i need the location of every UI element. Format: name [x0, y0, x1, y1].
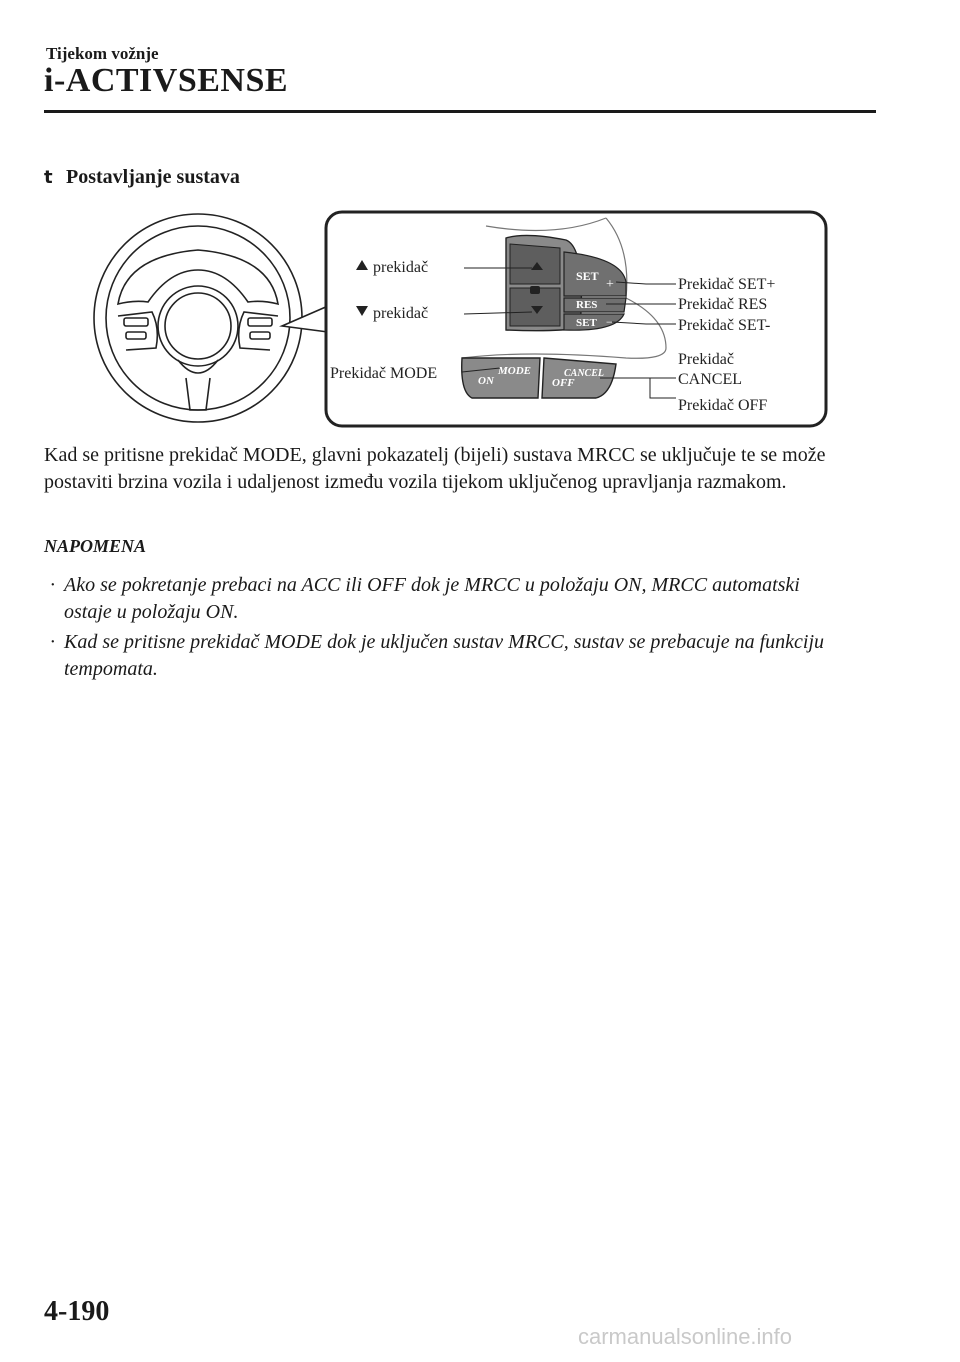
up-switch-label: prekidač — [373, 259, 429, 276]
down-switch-label: prekidač — [373, 305, 429, 322]
watermark: carmanualsonline.info — [578, 1324, 793, 1349]
cancel-label-line1: Prekidač — [678, 351, 734, 368]
mode-on-button — [462, 358, 540, 398]
header-rule — [44, 110, 876, 113]
set-plus-label: Prekidač SET+ — [678, 276, 776, 293]
mode-switch-label: Prekidač MODE — [330, 365, 438, 382]
steering-switch-figure — [86, 208, 830, 430]
subsection-title: Postavljanje sustava — [66, 166, 240, 188]
note-item — [46, 572, 846, 626]
mode-text: MODE — [498, 365, 532, 377]
on-text: ON — [478, 375, 494, 387]
mode-cancel-cluster — [462, 358, 616, 398]
set-top-text: SET — [576, 269, 599, 283]
note-text: Kad se pritisne prekidač MODE dok je uključen sustav MRCC, sustav se prebacuje na funkciju tempomata. — [64, 631, 825, 680]
res-label: Prekidač RES — [678, 296, 768, 313]
note-title: NAPOMENA — [44, 536, 147, 556]
section-title: i-ACTIVSENSE — [44, 62, 289, 99]
body-paragraph: Kad se pritisne prekidač MODE, glavni pokazatelj (bijeli) sustava MRCC se uključuje te se može postaviti brzina vozila i udaljenost između vozila tijekom uključenog upravljanja razmakom. — [44, 444, 826, 493]
distance-icon — [530, 286, 540, 294]
off-label: Prekidač OFF — [678, 397, 768, 414]
plus-text: + — [606, 277, 614, 292]
set-minus-label: Prekidač SET- — [678, 317, 771, 334]
cancel-label-line2: CANCEL — [678, 371, 742, 388]
minus-text: − — [606, 315, 613, 329]
chapter-title: Tijekom vožnje — [46, 44, 159, 63]
subsection-marker: t — [44, 167, 53, 188]
subsection-heading — [44, 166, 240, 189]
note-item — [46, 629, 846, 683]
page-number: 4-190 — [44, 1296, 110, 1327]
note-bullet: · — [50, 574, 55, 596]
set-bottom-text: SET — [576, 317, 597, 329]
steering-wheel-illustration — [94, 214, 302, 422]
note-bullet: · — [50, 631, 55, 653]
res-text: RES — [576, 299, 598, 311]
note-list — [46, 572, 846, 686]
cancel-text: CANCEL — [564, 368, 605, 379]
note-text: Ako se pokretanje prebaci na ACC ili OFF dok je MRCC u položaju ON, MRCC automatski ostaje u položaju ON. — [64, 574, 800, 623]
off-text: OFF — [552, 377, 575, 389]
